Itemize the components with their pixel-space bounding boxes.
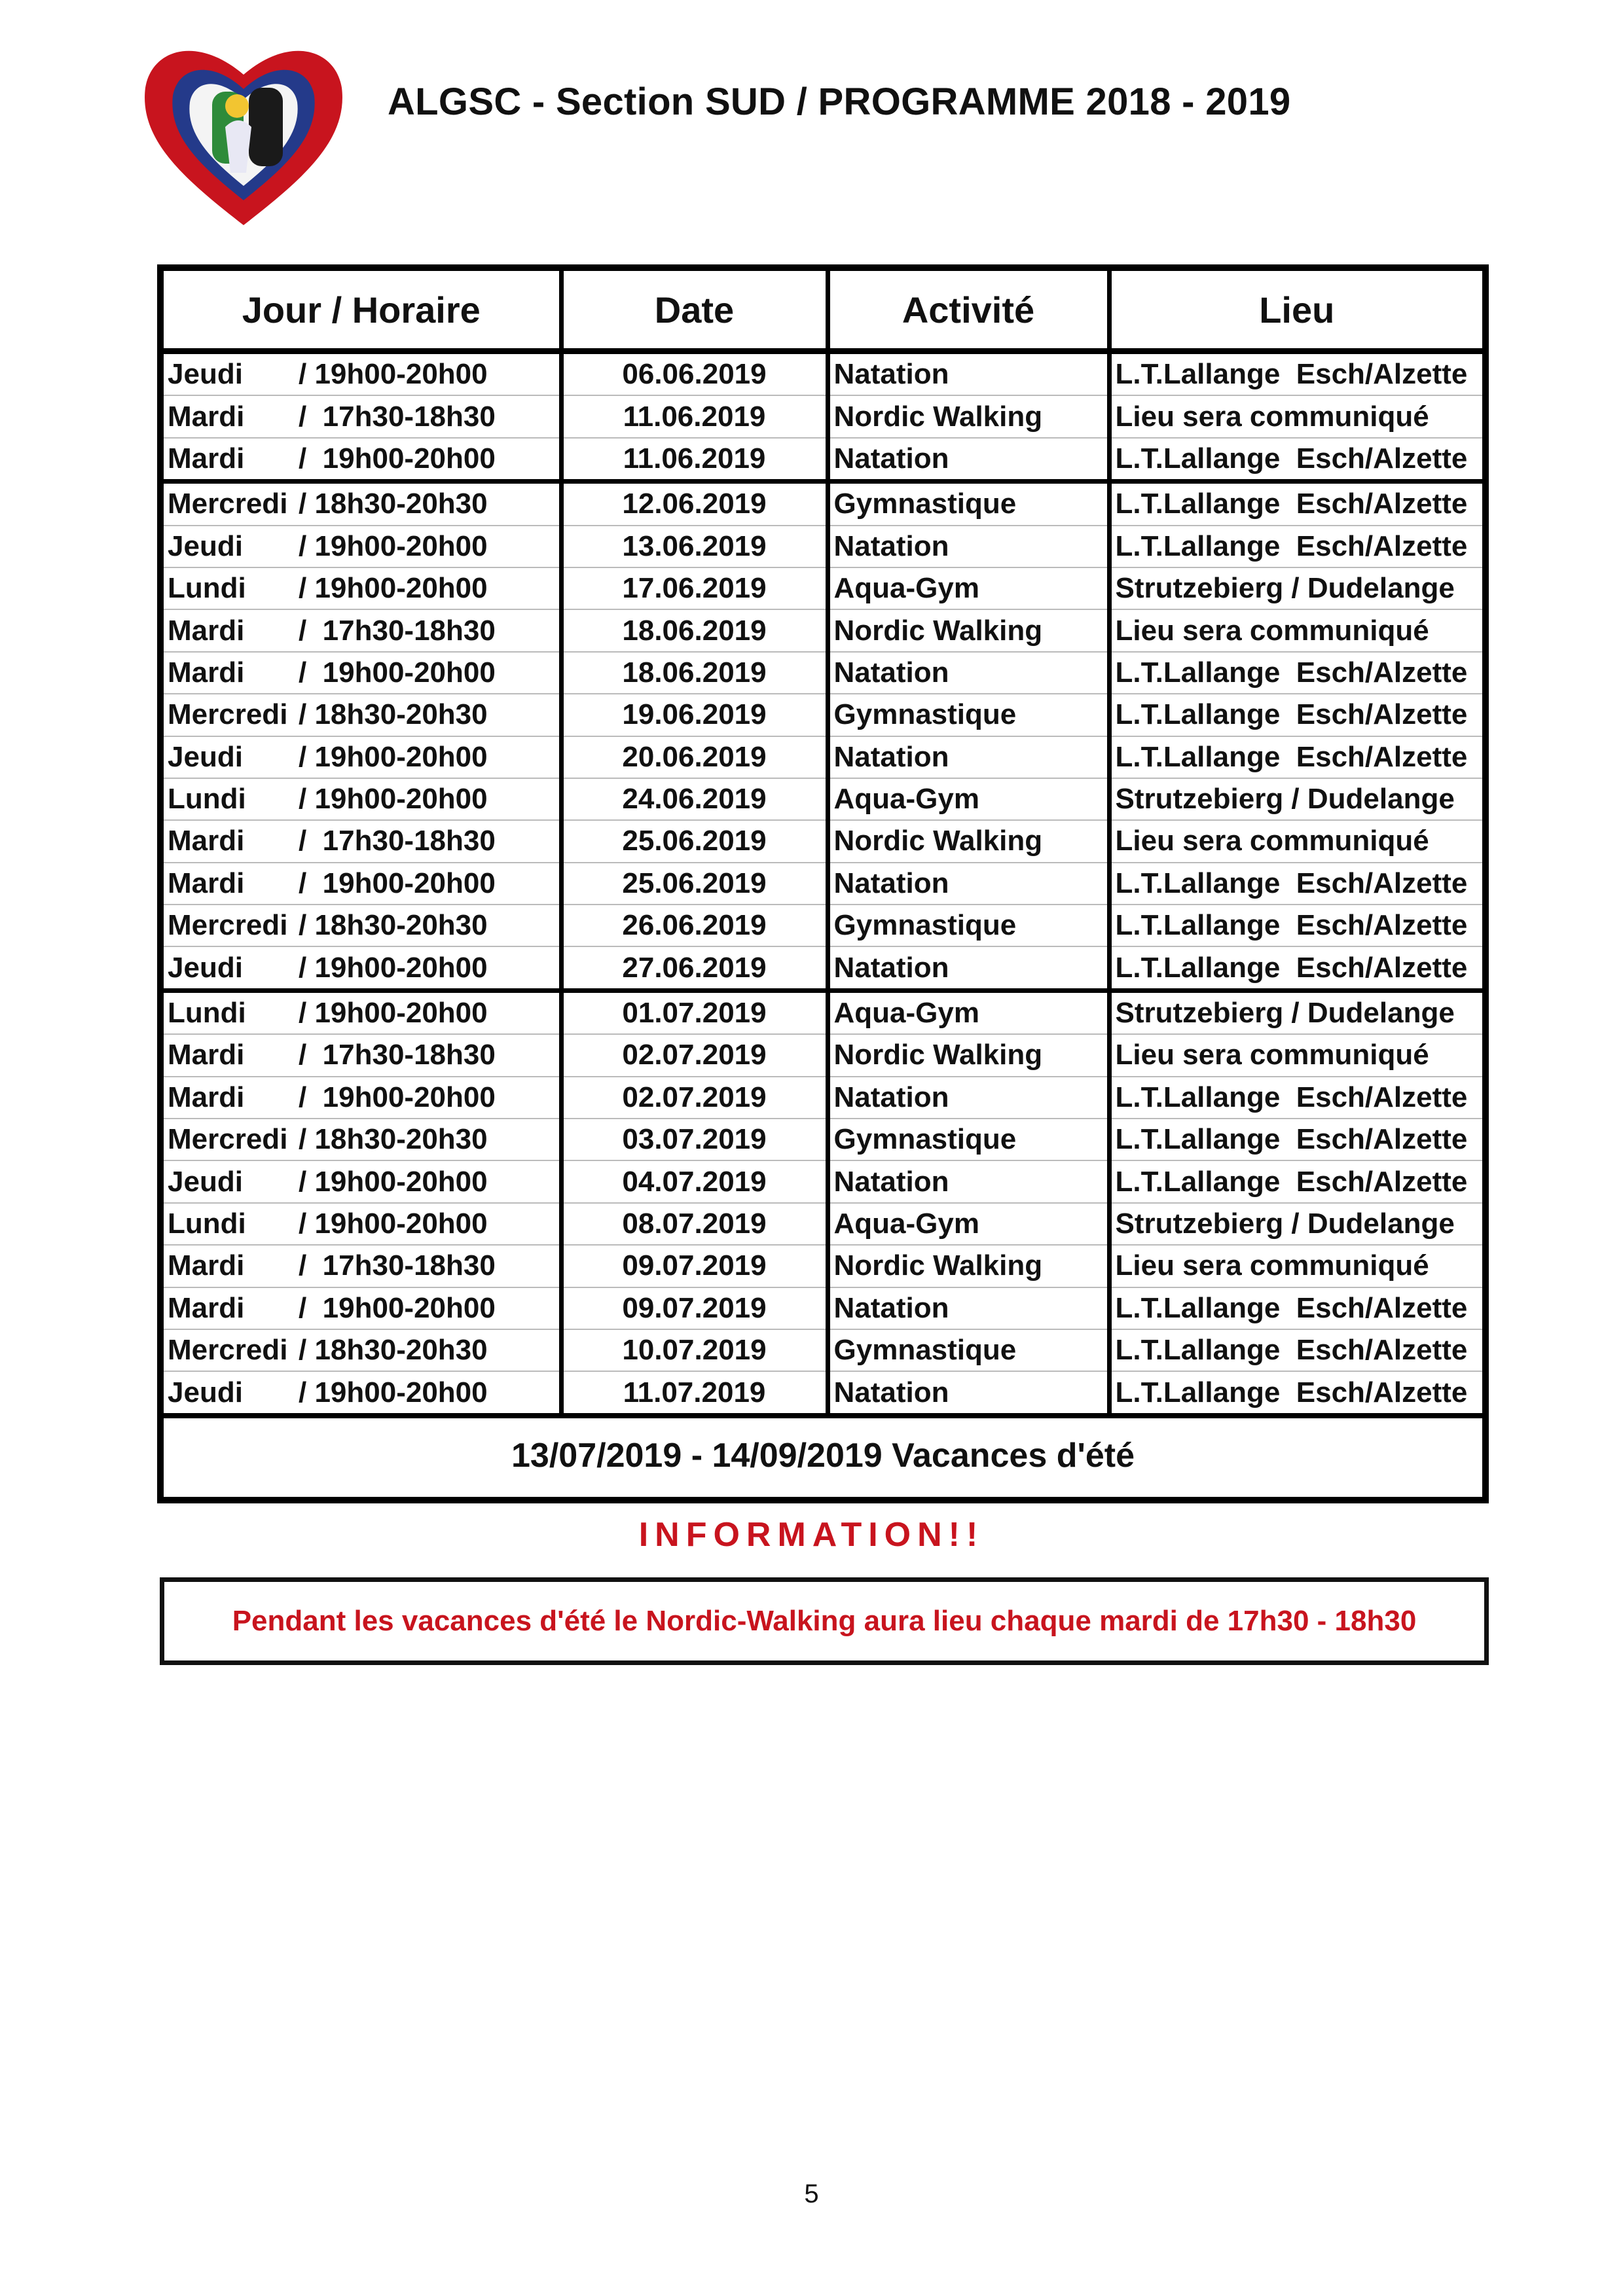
cell-horaire: / 19h00-20h00: [299, 442, 496, 475]
cell-horaire: / 19h00-20h00: [299, 1208, 488, 1240]
cell-horaire: / 19h00-20h00: [299, 951, 488, 984]
cell-activite: Gymnastique: [828, 1119, 1109, 1160]
cell-horaire: / 19h00-20h00: [299, 1081, 496, 1113]
cell-jour-horaire: [164, 652, 561, 694]
table-row: [164, 863, 1482, 905]
cell-jour-horaire: [164, 778, 561, 820]
cell-date: 19.06.2019: [561, 694, 828, 736]
cell-date: 12.06.2019: [561, 482, 828, 526]
table-row: [164, 1160, 1482, 1202]
cell-activite: Natation: [828, 1077, 1109, 1119]
cell-jour: Mercredi: [168, 698, 288, 731]
cell-lieu: L.T.Lallange Esch/Alzette: [1109, 351, 1482, 396]
cell-jour-horaire: [164, 482, 561, 526]
cell-lieu: L.T.Lallange Esch/Alzette: [1109, 1329, 1482, 1371]
cell-horaire: / 17h30-18h30: [299, 825, 496, 857]
table-row: [164, 946, 1482, 990]
cell-date: 11.06.2019: [561, 438, 828, 482]
cell-horaire: / 19h00-20h00: [299, 1291, 496, 1324]
cell-lieu: L.T.Lallange Esch/Alzette: [1109, 1119, 1482, 1160]
cell-activite: Natation: [828, 438, 1109, 482]
cell-activite: Gymnastique: [828, 482, 1109, 526]
table-row: [164, 990, 1482, 1034]
cell-lieu: Lieu sera communiqué: [1109, 820, 1482, 862]
cell-date: 24.06.2019: [561, 778, 828, 820]
table-row: [164, 1245, 1482, 1287]
cell-horaire: / 18h30-20h30: [299, 698, 488, 731]
cell-jour: Jeudi: [168, 358, 243, 391]
cell-activite: Aqua-Gym: [828, 990, 1109, 1034]
table-row: [164, 652, 1482, 694]
cell-jour-horaire: [164, 820, 561, 862]
cell-activite: Natation: [828, 736, 1109, 778]
table-row: [164, 609, 1482, 651]
cell-lieu: Lieu sera communiqué: [1109, 1245, 1482, 1287]
page-number: 5: [804, 2179, 819, 2208]
cell-jour: Mardi: [168, 656, 245, 689]
table-row: [164, 482, 1482, 526]
cell-jour: Lundi: [168, 572, 246, 605]
cell-date: 11.06.2019: [561, 395, 828, 437]
cell-lieu: L.T.Lallange Esch/Alzette: [1109, 438, 1482, 482]
table-row: [164, 526, 1482, 567]
cell-lieu: L.T.Lallange Esch/Alzette: [1109, 694, 1482, 736]
cell-date: 08.07.2019: [561, 1203, 828, 1245]
table-row: [164, 1119, 1482, 1160]
table-row: [164, 1371, 1482, 1415]
cell-date: 13.06.2019: [561, 526, 828, 567]
information-box: [160, 1577, 1489, 1665]
cell-horaire: / 19h00-20h00: [299, 656, 496, 689]
information-text: Pendant les vacances d'été le Nordic-Walking aura lieu chaque mardi de 17h30 - 18h30: [232, 1605, 1417, 1637]
cell-lieu: Strutzebierg / Dudelange: [1109, 567, 1482, 609]
cell-activite: Nordic Walking: [828, 820, 1109, 862]
cell-jour-horaire: [164, 609, 561, 651]
cell-jour: Mardi: [168, 1081, 245, 1113]
cell-jour: Mardi: [168, 614, 245, 647]
column-header-jour: Jour / Horaire: [164, 271, 561, 351]
cell-horaire: / 18h30-20h30: [299, 909, 488, 942]
cell-jour-horaire: [164, 1371, 561, 1415]
information-heading: INFORMATION!!: [638, 1516, 985, 1554]
cell-jour-horaire: [164, 694, 561, 736]
cell-activite: Natation: [828, 652, 1109, 694]
cell-lieu: Lieu sera communiqué: [1109, 1034, 1482, 1076]
cell-jour: Mercredi: [168, 488, 288, 520]
cell-date: 25.06.2019: [561, 863, 828, 905]
cell-lieu: L.T.Lallange Esch/Alzette: [1109, 1287, 1482, 1329]
cell-jour: Mardi: [168, 442, 245, 475]
table-row: [164, 1077, 1482, 1119]
cell-activite: Natation: [828, 863, 1109, 905]
cell-jour-horaire: [164, 1203, 561, 1245]
table-row: [164, 736, 1482, 778]
cell-jour: Mardi: [168, 1291, 245, 1324]
cell-jour-horaire: [164, 526, 561, 567]
cell-date: 18.06.2019: [561, 652, 828, 694]
cell-activite: Nordic Walking: [828, 395, 1109, 437]
cell-lieu: L.T.Lallange Esch/Alzette: [1109, 1371, 1482, 1415]
cell-jour: Mercredi: [168, 1334, 288, 1367]
cell-date: 04.07.2019: [561, 1160, 828, 1202]
cell-lieu: L.T.Lallange Esch/Alzette: [1109, 652, 1482, 694]
cell-lieu: L.T.Lallange Esch/Alzette: [1109, 863, 1482, 905]
table-row: [164, 1329, 1482, 1371]
table-row: [164, 905, 1482, 946]
page-title: ALGSC - Section SUD / PROGRAMME 2018 - 2019: [388, 81, 1291, 123]
cell-jour-horaire: [164, 990, 561, 1034]
cell-jour: Mercredi: [168, 909, 288, 942]
cell-horaire: / 18h30-20h30: [299, 1123, 488, 1156]
cell-jour: Mardi: [168, 400, 245, 433]
cell-jour: Jeudi: [168, 951, 243, 984]
cell-horaire: / 18h30-20h30: [299, 1334, 488, 1367]
cell-jour-horaire: [164, 351, 561, 396]
table-row: [164, 1034, 1482, 1076]
cell-date: 06.06.2019: [561, 351, 828, 396]
cell-jour-horaire: [164, 1160, 561, 1202]
cell-date: 02.07.2019: [561, 1077, 828, 1119]
schedule-grid: [164, 271, 1482, 1418]
cell-horaire: / 19h00-20h00: [299, 358, 488, 391]
cell-jour: Mardi: [168, 1039, 245, 1071]
table-row: [164, 820, 1482, 862]
column-header-lieu: Lieu: [1109, 271, 1482, 351]
cell-date: 26.06.2019: [561, 905, 828, 946]
cell-date: 17.06.2019: [561, 567, 828, 609]
cell-jour: Lundi: [168, 783, 246, 816]
cell-horaire: / 17h30-18h30: [299, 614, 496, 647]
cell-horaire: / 19h00-20h00: [299, 740, 488, 773]
table-row: [164, 778, 1482, 820]
cell-horaire: / 17h30-18h30: [299, 1039, 496, 1071]
cell-lieu: Lieu sera communiqué: [1109, 609, 1482, 651]
cell-lieu: L.T.Lallange Esch/Alzette: [1109, 1160, 1482, 1202]
cell-activite: Aqua-Gym: [828, 1203, 1109, 1245]
cell-date: 09.07.2019: [561, 1287, 828, 1329]
cell-jour: Mardi: [168, 1249, 245, 1282]
cell-jour-horaire: [164, 1245, 561, 1287]
cell-lieu: L.T.Lallange Esch/Alzette: [1109, 905, 1482, 946]
cell-horaire: / 19h00-20h00: [299, 783, 488, 816]
table-row: [164, 1287, 1482, 1329]
cell-lieu: Strutzebierg / Dudelange: [1109, 990, 1482, 1034]
cell-horaire: / 19h00-20h00: [299, 1165, 488, 1198]
cell-activite: Nordic Walking: [828, 1034, 1109, 1076]
table-row: [164, 694, 1482, 736]
cell-jour-horaire: [164, 1034, 561, 1076]
cell-jour: Mercredi: [168, 1123, 288, 1156]
cell-lieu: Strutzebierg / Dudelange: [1109, 778, 1482, 820]
cell-horaire: / 19h00-20h00: [299, 997, 488, 1030]
table-row: [164, 438, 1482, 482]
cell-jour-horaire: [164, 946, 561, 990]
cell-date: 27.06.2019: [561, 946, 828, 990]
cell-jour-horaire: [164, 1329, 561, 1371]
cell-jour: Lundi: [168, 1208, 246, 1240]
cell-activite: Aqua-Gym: [828, 567, 1109, 609]
cell-activite: Natation: [828, 1287, 1109, 1329]
cell-activite: Natation: [828, 351, 1109, 396]
cell-jour: Jeudi: [168, 529, 243, 562]
cell-date: 02.07.2019: [561, 1034, 828, 1076]
cell-jour-horaire: [164, 905, 561, 946]
cell-activite: Gymnastique: [828, 1329, 1109, 1371]
cell-horaire: / 19h00-20h00: [299, 1376, 488, 1408]
heart-logo-icon: [139, 29, 348, 238]
table-row: [164, 567, 1482, 609]
cell-date: 09.07.2019: [561, 1245, 828, 1287]
vacances-row: 13/07/2019 - 14/09/2019 Vacances d'été: [511, 1437, 1135, 1475]
cell-jour: Jeudi: [168, 740, 243, 773]
cell-lieu: Strutzebierg / Dudelange: [1109, 1203, 1482, 1245]
cell-lieu: L.T.Lallange Esch/Alzette: [1109, 482, 1482, 526]
cell-date: 20.06.2019: [561, 736, 828, 778]
cell-date: 10.07.2019: [561, 1329, 828, 1371]
cell-activite: Gymnastique: [828, 905, 1109, 946]
table-row: [164, 395, 1482, 437]
cell-horaire: / 19h00-20h00: [299, 867, 496, 899]
table-row: [164, 351, 1482, 396]
cell-horaire: / 19h00-20h00: [299, 572, 488, 605]
cell-jour: Mardi: [168, 867, 245, 899]
cell-date: 25.06.2019: [561, 820, 828, 862]
table-header-row: [164, 271, 1482, 351]
cell-jour: Lundi: [168, 997, 246, 1030]
cell-jour-horaire: [164, 1287, 561, 1329]
cell-activite: Nordic Walking: [828, 1245, 1109, 1287]
cell-jour-horaire: [164, 567, 561, 609]
cell-date: 18.06.2019: [561, 609, 828, 651]
cell-lieu: L.T.Lallange Esch/Alzette: [1109, 946, 1482, 990]
cell-jour-horaire: [164, 736, 561, 778]
schedule-table: [157, 264, 1489, 1503]
cell-activite: Gymnastique: [828, 694, 1109, 736]
cell-horaire: / 17h30-18h30: [299, 400, 496, 433]
cell-activite: Natation: [828, 526, 1109, 567]
cell-jour: Mardi: [168, 825, 245, 857]
cell-activite: Natation: [828, 1160, 1109, 1202]
cell-jour-horaire: [164, 395, 561, 437]
table-row: [164, 1203, 1482, 1245]
cell-jour-horaire: [164, 1077, 561, 1119]
cell-activite: Aqua-Gym: [828, 778, 1109, 820]
column-header-date: Date: [561, 271, 828, 351]
cell-lieu: Lieu sera communiqué: [1109, 395, 1482, 437]
cell-activite: Natation: [828, 946, 1109, 990]
cell-jour-horaire: [164, 438, 561, 482]
cell-horaire: / 19h00-20h00: [299, 529, 488, 562]
cell-horaire: / 18h30-20h30: [299, 488, 488, 520]
cell-date: 01.07.2019: [561, 990, 828, 1034]
column-header-activite: Activité: [828, 271, 1109, 351]
cell-lieu: L.T.Lallange Esch/Alzette: [1109, 526, 1482, 567]
cell-jour: Jeudi: [168, 1376, 243, 1408]
cell-jour: Jeudi: [168, 1165, 243, 1198]
cell-date: 03.07.2019: [561, 1119, 828, 1160]
cell-horaire: / 17h30-18h30: [299, 1249, 496, 1282]
cell-date: 11.07.2019: [561, 1371, 828, 1415]
cell-jour-horaire: [164, 863, 561, 905]
cell-activite: Natation: [828, 1371, 1109, 1415]
cell-jour-horaire: [164, 1119, 561, 1160]
cell-lieu: L.T.Lallange Esch/Alzette: [1109, 736, 1482, 778]
cell-lieu: L.T.Lallange Esch/Alzette: [1109, 1077, 1482, 1119]
cell-activite: Nordic Walking: [828, 609, 1109, 651]
